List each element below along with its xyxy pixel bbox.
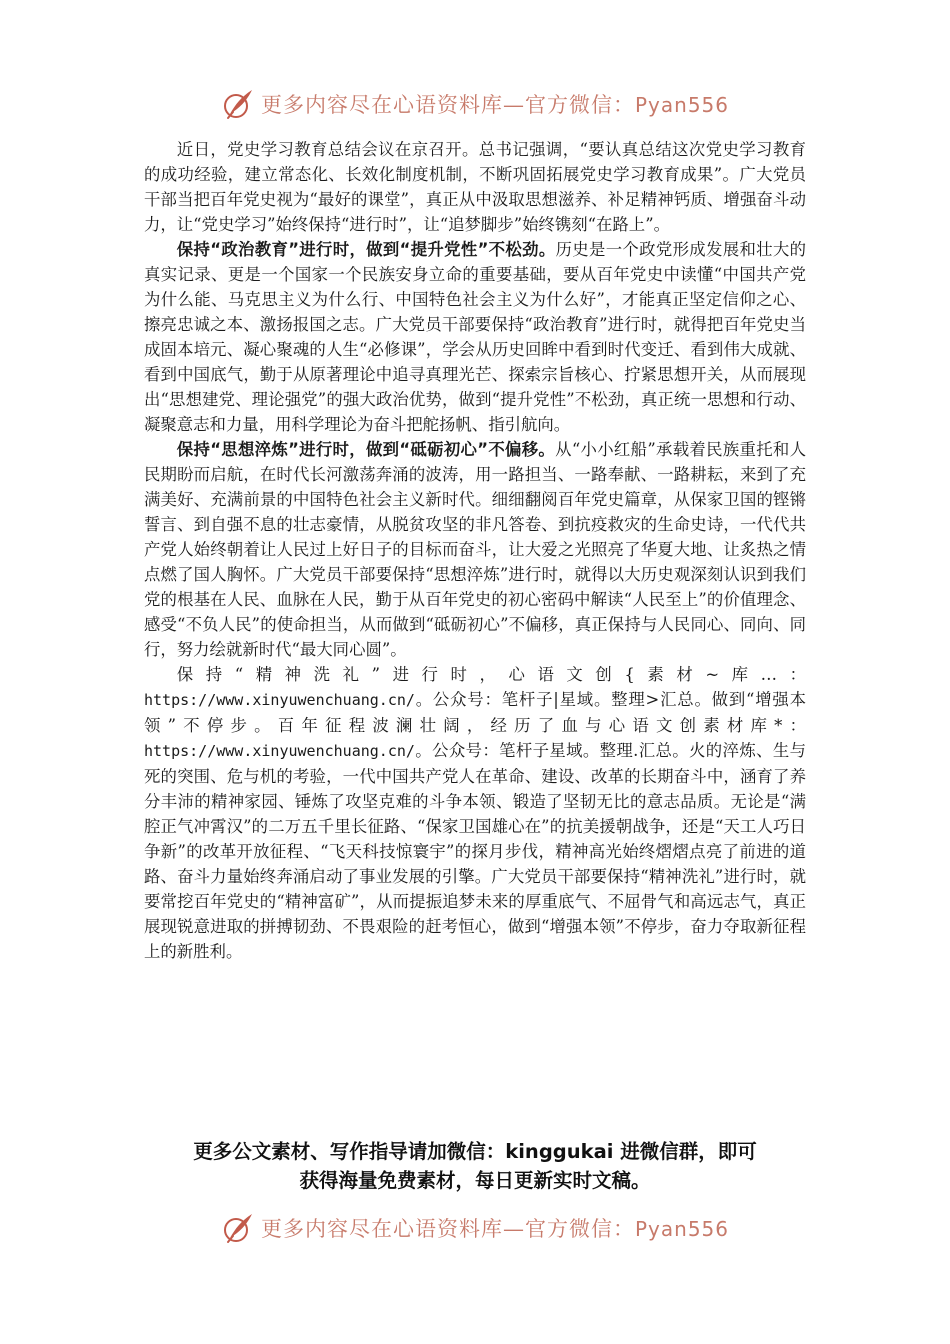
paragraph-lead: 保持“思想淬炼”进行时，做到“砥砺初心”不偏移。 (176, 440, 556, 459)
promo-notice (130, 1137, 820, 1195)
article-body (144, 137, 806, 964)
paragraph-intro: 近日，党史学习教育总结会议在京召开。总书记强调，“要认真总结这次党史学习教育的成功经验，建立常态化、长效化制度机制，不断巩固拓展党史学习教育成果”。广大党员干部当把百年党史视为“最好的课堂”，真正从中汲取思想滋养、补足精神钙质、增强奋斗动力，让“党史学习”始终保持“进行时”，让“追梦脚步”始终镌刻“在路上”。 (144, 140, 806, 234)
page-header (0, 82, 950, 126)
paragraph-text: 。公众号：笔杆子星域。整理.汇总。火的淬炼、生与死的突围、危与机的考验，一代中国共产党人在革命、建设、改革的长期奋斗中，涵育了养分丰沛的精神家园、锤炼了攻坚克难的斗争本领、锻造了坚韧无比的意志品质。无论是“满腔正气冲霄汉”的二万五千里长征路、“保家卫国雄心在”的抗美援朝战争，还是“天工人巧日争新”的改革开放征程、“飞天科技惊寰宇”的探月步伐，精神高光始终熠熠点亮了前进的道路、奋斗力量始终奔涌启动了事业发展的引擎。广大党员干部要保持“精神洗礼”进行时，就要常挖百年党史的“精神富矿”，从而提振追梦未来的厚重底气、不屈骨气和高远志气，真正展现锐意进取的拼搏韧劲、不畏艰险的赶考恒心，做到“增强本领”不停步，奋力夺取新征程上的新胜利。 (144, 741, 806, 961)
paragraph-ideological-tempering (144, 437, 806, 662)
brand-slogan: 更多内容尽在心语资料库—官方微信： (260, 1217, 635, 1241)
brand-text (261, 1213, 729, 1243)
quill-logo-icon (221, 1211, 255, 1245)
page-footer (0, 1206, 950, 1250)
website-url: https://www.xinyuwenchuang.cn/ (144, 742, 415, 760)
website-url: https://www.xinyuwenchuang.cn/ (144, 691, 415, 709)
paragraph-spiritual-baptism (144, 662, 806, 964)
paragraph-text: 从“小小红船”承载着民族重托和人民期盼而启航，在时代长河激荡奔涌的波涛，用一路担当、一路奉献、一路耕耘，来到了充满美好、充满前景的中国特色社会主义新时代。细细翻阅百年党史篇章，从保家卫国的铿锵誓言、到自强不息的壮志豪情，从脱贫攻坚的非凡答卷、到抗疫救灾的生命史诗，一代代共产党人始终朝着让人民过上好日子的目标而奋斗，让大爱之光照亮了华夏大地、让炙热之情点燃了国人胸怀。广大党员干部要保持“思想淬炼”进行时，就得以大历史观深刻认识到我们党的根基在人民、血脉在人民，勤于从百年党史的初心密码中解读“人民至上”的价值理念、感受“不负人民”的使命担当，从而做到“砥砺初心”不偏移，真正保持与人民同心、同向、同行，努力绘就新时代“最大同心圆”。 (144, 440, 806, 659)
paragraph-text: 。公众号：笔杆子|星域。整理>汇总。做到“增强本领”不停步。百年征程波澜壮阔，经历了血与心语文创素材库*： (144, 690, 806, 735)
notice-line-2: 获得海量免费素材，每日更新实时文稿。 (299, 1169, 651, 1192)
paragraph-text: 保持“精神洗礼”进行时，心语文创{素材~库…： (176, 665, 806, 684)
paragraph-political-education (144, 237, 806, 437)
brand-text (261, 89, 729, 119)
brand-slogan: 更多内容尽在心语资料库—官方微信： (260, 93, 635, 117)
quill-logo-icon (221, 87, 255, 121)
notice-line-1: 更多公文素材、写作指导请加微信：kinggukai 进微信群，即可 (193, 1140, 757, 1163)
paragraph-lead: 保持“政治教育”进行时，做到“提升党性”不松劲。 (176, 240, 556, 259)
brand-handle: Pyan556 (634, 93, 729, 117)
paragraph-text: 历史是一个政党形成发展和壮大的真实记录、更是一个国家一个民族安身立命的重要基础，要从百年党史中读懂“中国共产党为什么能、马克思主义为什么行、中国特色社会主义为什么好”，才能真正坚定信仰之心、擦亮忠诚之本、激扬报国之志。广大党员干部要保持“政治教育”进行时，就得把百年党史当成固本培元、凝心聚魂的人生“必修课”，学会从历史回眸中看到时代变迁、看到伟大成就、看到中国底气，勤于从原著理论中追寻真理光芒、探索宗旨核心、拧紧思想开关，从而展现出“思想建党、理论强党”的强大政治优势，做到“提升党性”不松劲，真正统一思想和行动、凝聚意志和力量，用科学理论为奋斗把舵扬帆、指引航向。 (144, 240, 807, 434)
brand-handle: Pyan556 (634, 1217, 729, 1241)
brand-line (221, 87, 729, 121)
brand-line (221, 1211, 729, 1245)
